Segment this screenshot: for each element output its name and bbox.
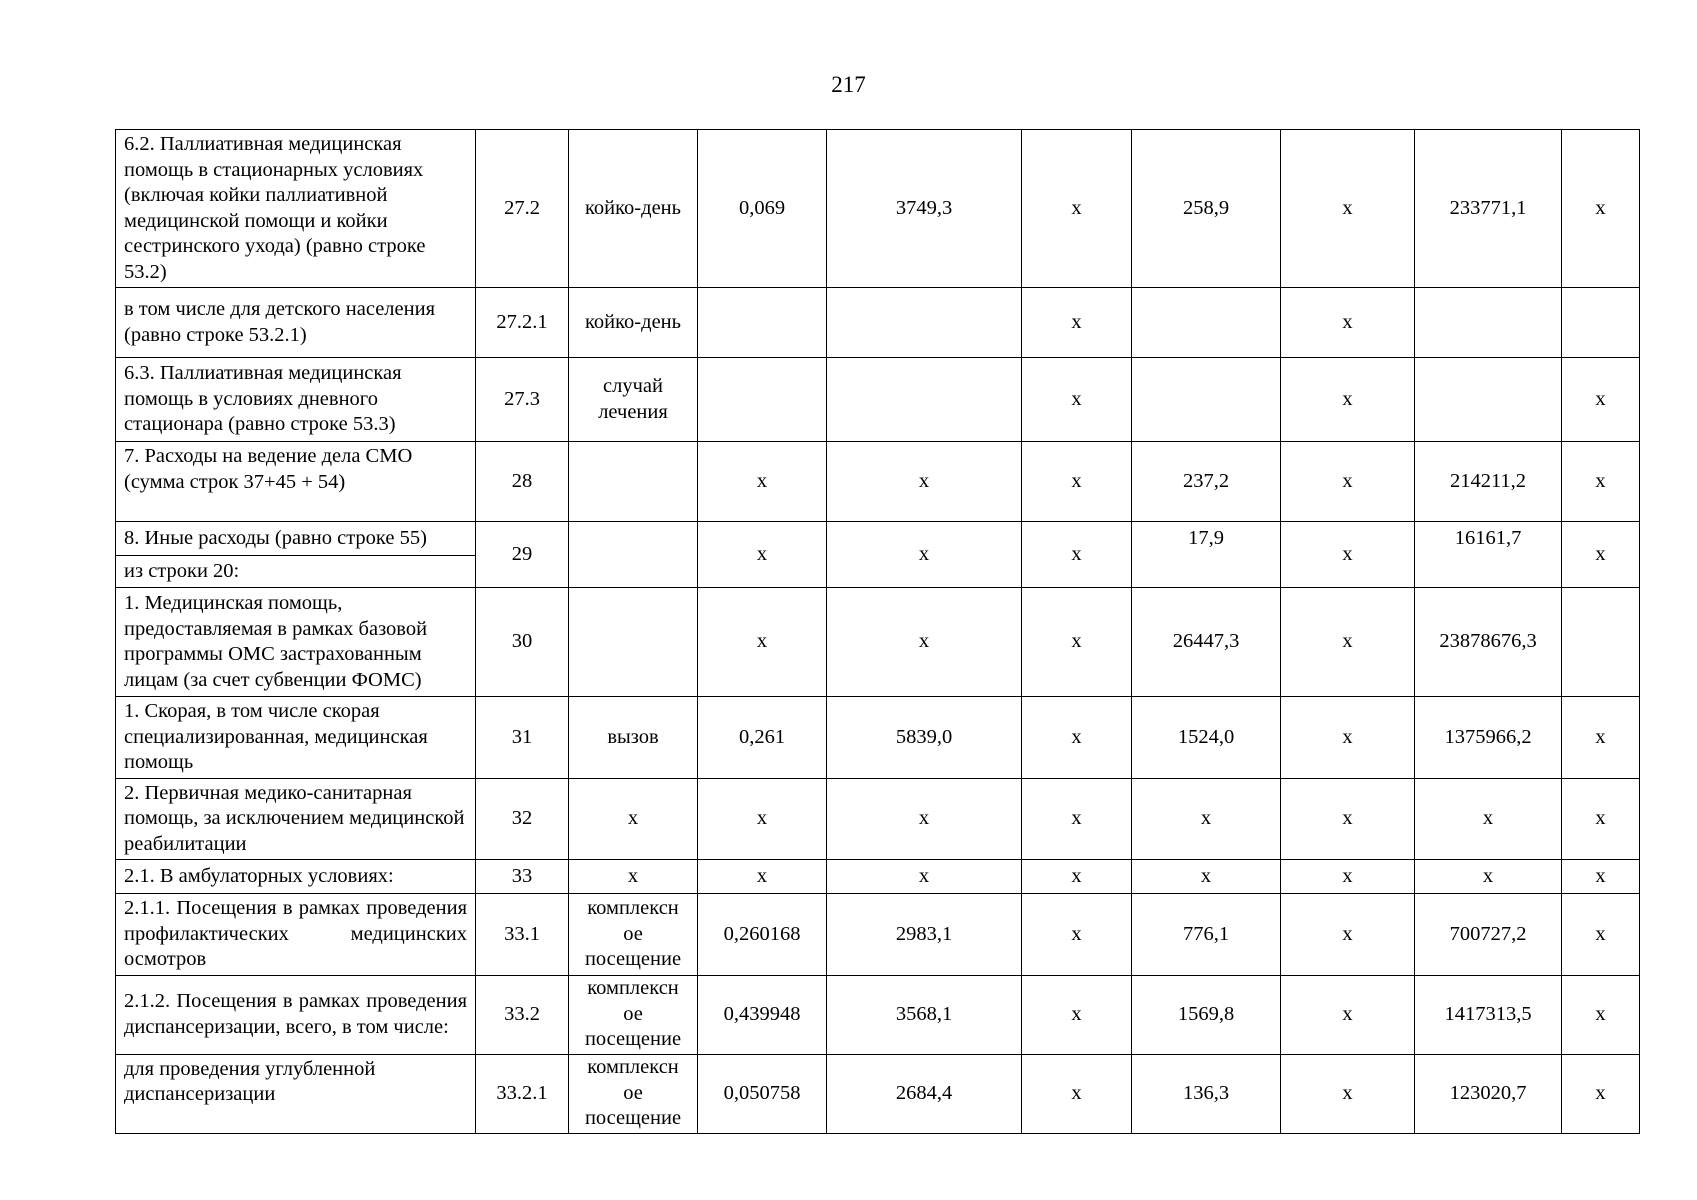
value-cell: 2983,1 [827,894,1022,976]
value-cell: 23878676,3 [1415,588,1562,697]
value-cell: х [1022,697,1132,779]
value-cell: х [1022,1054,1132,1133]
value-cell: 123020,7 [1415,1054,1562,1133]
value-cell: 3568,1 [827,975,1022,1054]
value-cell: х [1281,288,1415,358]
value-cell: х [1562,1054,1640,1133]
value-cell: х [827,778,1022,860]
table-row [116,860,1640,894]
value-cell: 233771,1 [1415,130,1562,288]
row-number: 27.2.1 [476,288,569,358]
value-cell: 5839,0 [827,697,1022,779]
row-label [116,860,476,894]
value-cell: х [1281,358,1415,442]
value-cell: х [1022,860,1132,894]
value-cell: х [1022,130,1132,288]
value-cell: х [1281,588,1415,697]
row-label [116,358,476,442]
value-cell: х [1281,697,1415,779]
value-cell: х [1562,442,1640,522]
row-label [116,975,476,1054]
value-cell: 700727,2 [1415,894,1562,976]
row-label [116,442,476,522]
value-cell: х [1562,130,1640,288]
row-number: 33.1 [476,894,569,976]
table-row [116,358,1640,442]
value-cell: х [1022,778,1132,860]
row-number: 29 [476,522,569,588]
row-number: 28 [476,442,569,522]
row-label-text: 6.2. Паллиативная медицинская помощь в стационарных условиях (включая койки паллиативной медицинской помощи и койки сестринского ухода) (равно строке 53.2) [124,133,426,283]
unit-cell: случай лечения [569,358,698,442]
value-cell: 0,069 [698,130,827,288]
value-cell: 3749,3 [827,130,1022,288]
row-label-text: в том числе для детского населения (равно строке 53.2.1) [124,298,435,346]
unit-cell [569,588,698,697]
value-cell: 0,260168 [698,894,827,976]
value-cell [1415,358,1562,442]
value-cell: х [1022,442,1132,522]
value-cell: х [827,860,1022,894]
value-cell: х [1562,975,1640,1054]
row-label [116,894,476,976]
row-label-text: 7. Расходы на ведение дела СМО (сумма строк 37+45 + 54) [124,445,413,493]
value-cell: х [1562,860,1640,894]
value-cell: х [1562,522,1640,588]
value-cell: х [1022,522,1132,588]
page-number: 217 [831,72,866,97]
value-cell: х [1022,975,1132,1054]
row-label-text: 8. Иные расходы (равно строке 55) [124,526,427,549]
row-label-text: 2.1.1. Посещения в рамках проведения профилактических медицинских осмотров [124,897,467,970]
value-cell: 0,439948 [698,975,827,1054]
value-cell [1562,288,1640,358]
value-cell: х [1562,894,1640,976]
value-cell [827,358,1022,442]
value-cell: 0,050758 [698,1054,827,1133]
row-label [116,778,476,860]
row-label-text: из строки 20: [124,559,240,582]
unit-cell [569,522,698,588]
value-cell: 2684,4 [827,1054,1022,1133]
value-cell: х [1132,860,1281,894]
table-row [116,697,1640,779]
unit-cell: х [569,778,698,860]
value-cell: 258,9 [1132,130,1281,288]
table-row [116,442,1640,522]
unit-cell: койко-день [569,288,698,358]
row-label [116,130,476,288]
value-cell: х [1022,894,1132,976]
value-cell [1132,358,1281,442]
value-cell: х [827,522,1022,588]
row-label-text: 2.1.2. Посещения в рамках проведения диспансеризации, всего, в том числе: [124,990,467,1038]
value-cell: х [698,860,827,894]
value-cell: х [698,442,827,522]
unit-cell: койко-день [569,130,698,288]
value-cell [1132,288,1281,358]
value-cell: 16161,7 [1415,522,1562,588]
value-cell: х [1281,442,1415,522]
value-cell: 776,1 [1132,894,1281,976]
value-cell: х [1562,778,1640,860]
table-row [116,1054,1640,1133]
value-cell: х [1281,130,1415,288]
row-label [116,522,476,556]
row-label-text: 1. Скорая, в том числе скорая специализированная, медицинская помощь [124,700,428,773]
row-label [116,556,476,588]
row-label [116,697,476,779]
value-cell: х [1415,778,1562,860]
unit-cell [569,442,698,522]
value-cell: 0,261 [698,697,827,779]
row-label-text: 2.1. В амбулаторных условиях: [124,864,394,887]
unit-cell: комплексн ое посещение [569,975,698,1054]
value-cell: х [1415,860,1562,894]
financing-table [115,129,1640,1134]
row-number: 30 [476,588,569,697]
value-cell: 17,9 [1132,522,1281,588]
row-label [116,288,476,358]
table-row [116,130,1640,288]
row-label [116,1054,476,1133]
row-label-text: для проведения углубленной диспансеризации [124,1057,376,1105]
value-cell: х [1022,358,1132,442]
value-cell: х [698,522,827,588]
table-row [116,288,1640,358]
table-row [116,894,1640,976]
row-number: 27.3 [476,358,569,442]
value-cell [827,288,1022,358]
row-label-text: 6.3. Паллиативная медицинская помощь в условиях дневного стационара (равно строке 53.3) [124,362,402,436]
unit-cell: комплексн ое посещение [569,1054,698,1133]
value-cell: 237,2 [1132,442,1281,522]
value-cell: х [827,442,1022,522]
value-cell: х [1281,1054,1415,1133]
row-number: 27.2 [476,130,569,288]
row-number: 33.2 [476,975,569,1054]
value-cell: х [827,588,1022,697]
value-cell: 136,3 [1132,1054,1281,1133]
value-cell: х [1281,975,1415,1054]
value-cell: х [1281,778,1415,860]
row-number: 33.2.1 [476,1054,569,1133]
value-cell: х [1022,588,1132,697]
table-row [116,975,1640,1054]
value-cell: х [1562,358,1640,442]
value-cell: х [1562,697,1640,779]
value-cell: х [698,778,827,860]
row-number: 31 [476,697,569,779]
value-cell: 1569,8 [1132,975,1281,1054]
table-row [116,588,1640,697]
value-cell: 26447,3 [1132,588,1281,697]
value-cell: х [1132,778,1281,860]
value-cell: х [1281,522,1415,588]
row-label-text: 2. Первичная медико-санитарная помощь, за исключением медицинской реабилитации [124,781,465,855]
row-label [116,588,476,697]
table-row [116,522,1640,556]
value-cell: х [1281,860,1415,894]
unit-cell: вызов [569,697,698,779]
value-cell: 1524,0 [1132,697,1281,779]
unit-cell: х [569,860,698,894]
value-cell [1562,588,1640,697]
value-cell: 1375966,2 [1415,697,1562,779]
value-cell [1415,288,1562,358]
value-cell: х [1281,894,1415,976]
row-number: 32 [476,778,569,860]
value-cell [698,288,827,358]
row-number: 33 [476,860,569,894]
value-cell [698,358,827,442]
value-cell: х [698,588,827,697]
row-label-text: 1. Медицинская помощь, предоставляемая в рамках базовой программы ОМС застрахованным лицам (за счет субвенции ФОМС) [124,592,428,691]
value-cell: 1417313,5 [1415,975,1562,1054]
value-cell: 214211,2 [1415,442,1562,522]
table-row [116,778,1640,860]
value-cell: х [1022,288,1132,358]
unit-cell: комплексн ое посещение [569,894,698,976]
